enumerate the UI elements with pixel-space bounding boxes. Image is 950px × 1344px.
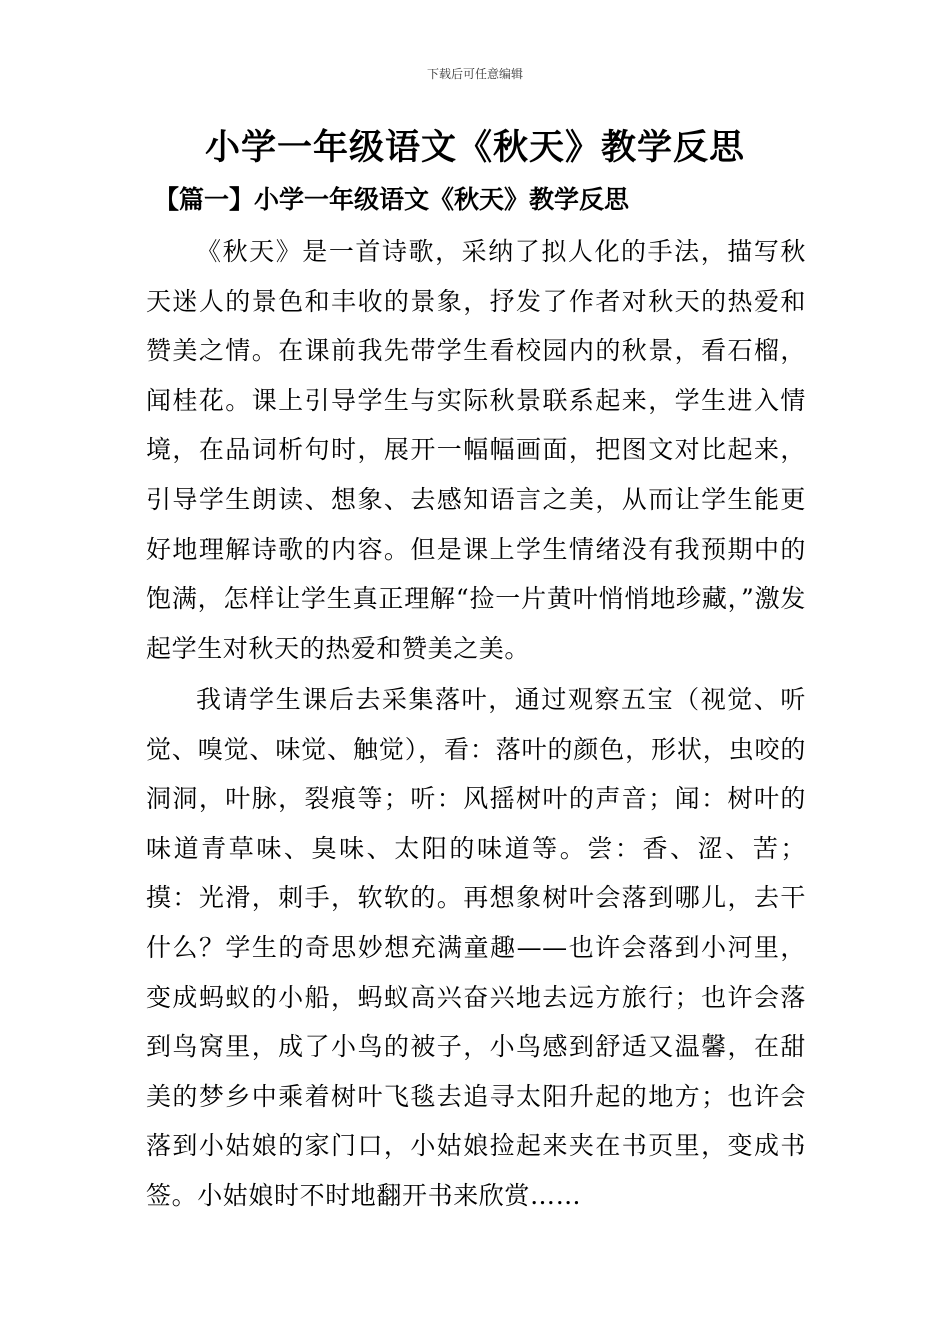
- header-note: 下载后可任意编辑: [426, 67, 523, 81]
- body-paragraph-1: 《秋天》是一首诗歌，采纳了拟人化的手法，描写秋天迷人的景色和丰收的景象，抒发了作者对秋天的热爱和赞美之情。在课前我先带学生看校园内的秋景，看石榴，闻桂花。课上引导学生与实际秋景联系起来，学生进入情境，在品词析句时，展开一幅幅画面，把图文对比起来，引导学生朗读、想象、去感知语言之美，从而让学生能更好地理解诗歌的内容。但是课上学生情绪没有我预期中的饱满，怎样让学生真正理解“捡一片黄叶悄悄地珍藏，”激发起学生对秋天的热爱和赞美之美。: [146, 237, 806, 663]
- section-heading: 【篇一】小学一年级语文《秋天》教学反思: [154, 185, 630, 214]
- page-title: 小学一年级语文《秋天》教学反思: [204, 128, 745, 168]
- body-paragraph-2: 我请学生课后去采集落叶，通过观察五宝（视觉、听觉、嗅觉、味觉、触觉），看：落叶的颜色，形状，虫咬的洞洞，叶脉，裂痕等；听：风摇树叶的声音；闻：树叶的味道青草味、臭味、太阳的味道等。尝：香、涩、苦；摸：光滑，刺手，软软的。再想象树叶会落到哪儿，去干什么？学生的奇思妙想充满童趣——也许会落到小河里，变成蚂蚁的小船，蚂蚁高兴奋兴地去远方旅行；也许会落到鸟窝里，成了小鸟的被子，小鸟感到舒适又温馨，在甜美的梦乡中乘着树叶飞毯去追寻太阳升起的地方；也许会落到小姑娘的家门口，小姑娘捡起来夹在书页里，变成书签。小姑娘时不时地翻开书来欣赏……: [146, 685, 806, 1210]
